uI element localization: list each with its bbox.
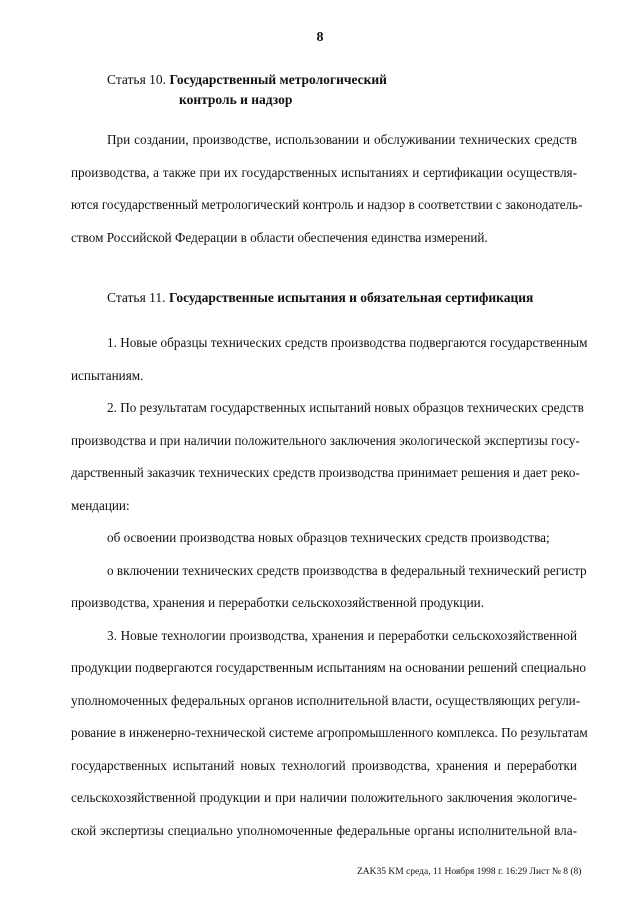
article-10-body bbox=[71, 130, 583, 260]
article-10-heading bbox=[107, 70, 387, 110]
page-footer: ZAK35 KM среда, 11 Ноября 1998 г. 16:29 Лист № 8 (8) bbox=[357, 867, 582, 877]
article-11-heading bbox=[107, 288, 533, 308]
text-line: 2. По результатам государственных испытаний новых образцов технических средств bbox=[107, 400, 584, 415]
text-line: 1. Новые образцы технических средств производства подвергаются государственным bbox=[107, 335, 588, 350]
text-line: производства и при наличии положительного заключения экологической экспертизы госу- bbox=[71, 432, 580, 448]
text-line: ской экспертизы специально уполномоченные федеральные органы исполнительной вла- bbox=[71, 822, 577, 838]
text-line: государственных испытаний новых технологий производства, хранения и переработки bbox=[71, 757, 577, 773]
text-line: испытаниям. bbox=[71, 367, 144, 383]
text-line: мендации: bbox=[71, 497, 130, 513]
text-line: При создании, производстве, использовании и обслуживании технических средств bbox=[107, 132, 577, 147]
text-line: о включении технических средств производства в федеральный технический регистр bbox=[107, 562, 587, 578]
text-line: продукции подвергаются государственным испытаниям на основании решений специально bbox=[71, 660, 586, 675]
text-line: дарственный заказчик технических средств производства принимает решения и дает реко- bbox=[71, 465, 580, 480]
text-line: 3. Новые технологии производства, хранения и переработки сельскохозяйственной bbox=[107, 627, 577, 643]
article-11-prefix: Статья 11. bbox=[107, 290, 166, 305]
text-line: ством Российской Федерации в области обеспечения единства измерений. bbox=[71, 229, 488, 245]
text-line: об освоении производства новых образцов технических средств производства; bbox=[107, 530, 550, 545]
article-11-title: Государственные испытания и обязательная сертификация bbox=[168, 290, 534, 305]
article-10-title-line1: Государственный метрологический bbox=[169, 72, 387, 87]
page-number: 8 bbox=[316, 30, 324, 45]
article-10-title-line2: контроль и надзор bbox=[179, 92, 293, 107]
text-line: сельскохозяйственной продукции и при наличии положительного заключения экологиче- bbox=[71, 790, 577, 805]
text-line: производства, а также при их государственных испытаниях и сертификации осуществля- bbox=[71, 164, 577, 180]
article-11-body bbox=[71, 333, 588, 853]
text-line: рование в инженерно-технической системе агропромышленного комплекса. По результатам bbox=[71, 725, 588, 740]
text-line: уполномоченных федеральных органов исполнительной власти, осуществляющих регули- bbox=[71, 692, 581, 708]
text-line: ются государственный метрологический контроль и надзор в соответствии с законодатель- bbox=[71, 197, 583, 212]
text-line: производства, хранения и переработки сельскохозяйственной продукции. bbox=[71, 595, 484, 610]
article-10-prefix: Статья 10. bbox=[107, 72, 167, 87]
